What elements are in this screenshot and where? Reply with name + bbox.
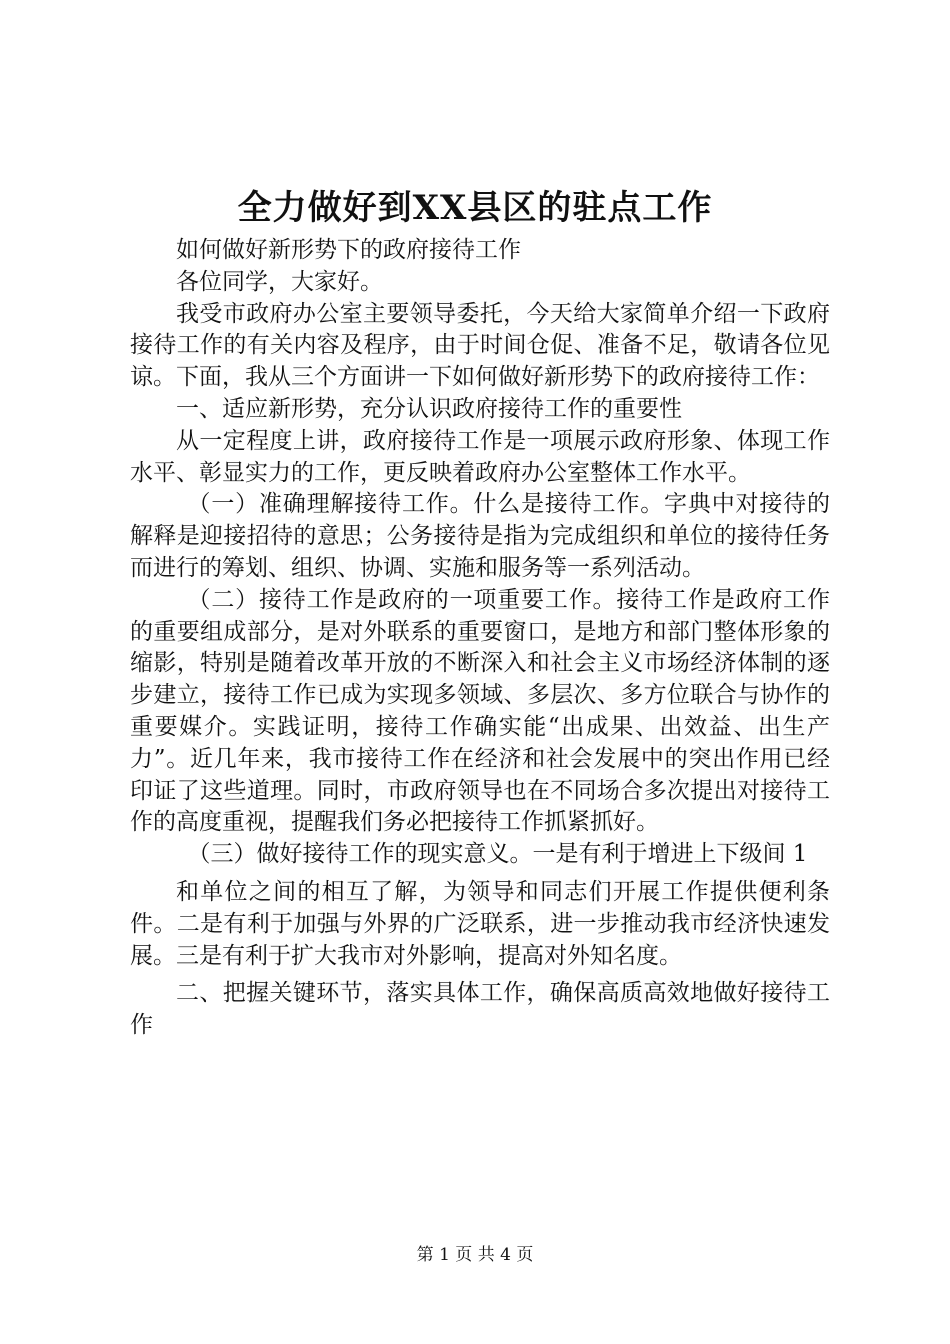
paragraph-section-one-overview: 从一定程度上讲，政府接待工作是一项展示政府形象、体现工作水平、彰显实力的工作，更反映着政府办公室整体工作水平。 — [130, 427, 830, 486]
section-heading-two: 二、把握关键环节，落实具体工作，确保高质高效地做好接待工作 — [130, 980, 830, 1039]
section-heading-one: 一、适应新形势，充分认识政府接待工作的重要性 — [176, 395, 682, 422]
document-title: 全力做好到XX县区的驻点工作 — [237, 188, 713, 228]
document-body — [130, 235, 830, 1042]
paragraph-point-two: （二）接待工作是政府的一项重要工作。接待工作是政府工作的重要组成部分，是对外联系的重要窗口，是地方和部门整体形象的缩影，特别是随着改革开放的不断深入和社会主义市场经济体制的逐步建立，接待工作已成为实现多领域、多层次、多方位联合与协作的重要媒介。实践证明，接待工作确实能“出成果、出效益、出生产力”。近几年来，我市接待工作在经济和社会发展中的突出作用已经印证了这些道理。同时，市政府领导也在不同场合多次提出对接待工作的高度重视，提醒我们务必把接待工作抓紧抓好。 — [130, 586, 830, 836]
paragraph-greeting: 各位同学，大家好。 — [176, 268, 383, 295]
paragraph-intro: 我受市政府办公室主要领导委托，今天给大家简单介绍一下政府接待工作的有关内容及程序，由于时间仓促、准备不足，敬请各位见谅。下面，我从三个方面讲一下如何做好新形势下的政府接待工作： — [130, 300, 830, 391]
page-footer: 第 1 页 共 4 页 — [416, 1245, 534, 1265]
paragraph-point-one: （一）准确理解接待工作。什么是接待工作。字典中对接待的解释是迎接招待的意思；公务接待是指为完成组织和单位的接待任务而进行的筹划、组织、协调、实施和服务等一系列活动。 — [130, 491, 830, 581]
paragraph-point-three-continued: 和单位之间的相互了解，为领导和同志们开展工作提供便利条件。二是有利于加强与外界的广泛联系，进一步推动我市经济快速发展。三是有利于扩大我市对外影响，提高对外知名度。 — [130, 878, 830, 969]
paragraph-subtitle: 如何做好新形势下的政府接待工作 — [176, 237, 521, 263]
paragraph-point-three: （三）做好接待工作的现实意义。一是有利于增进上下级间 1 — [187, 841, 808, 868]
